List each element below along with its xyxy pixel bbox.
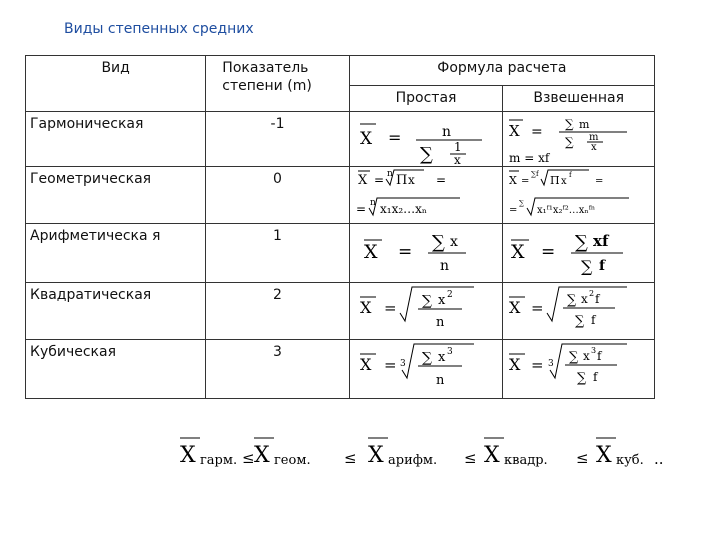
mean-symbol: X — [509, 355, 521, 374]
chain-sub-harmonic: гарм. — [200, 453, 238, 468]
weight-definition: m = xf — [509, 151, 550, 165]
mean-symbol: X — [363, 241, 378, 263]
sum-sign: ∑ — [565, 135, 574, 149]
variable-x: x — [449, 234, 458, 250]
chain-sub-geometric: геом. — [274, 453, 311, 468]
denominator-n: n — [435, 373, 445, 388]
row-kind: Арифметическа я — [26, 224, 206, 283]
formula-arithmetic-weighted — [503, 224, 655, 283]
variable-x: x — [437, 293, 446, 308]
formula-arithmetic-simple — [349, 224, 503, 283]
chain-sub-cubic: куб. — [616, 453, 644, 468]
weighted-product: x₁ᶠ¹x₂ᶠ²…xₙᶠⁿ — [537, 205, 596, 216]
sum-sign: ∑ — [421, 350, 432, 366]
row-kind: Гармоническая — [26, 112, 206, 167]
sum-sign: ∑ — [575, 232, 589, 253]
header-formula: Формула расчета — [349, 56, 654, 86]
one-label: 1 — [453, 140, 462, 154]
weight-f: f — [597, 349, 602, 363]
formula-cubic-simple — [349, 340, 503, 399]
equals-sign: = — [355, 202, 366, 216]
equals-sign: = — [531, 299, 544, 317]
root-index-n: n — [386, 169, 393, 179]
variable-x: x — [453, 153, 461, 166]
mean-symbol: X — [359, 298, 372, 317]
weight-f: f — [569, 171, 572, 179]
power-2: 2 — [589, 289, 595, 298]
header-weighted: Взвешенная — [503, 86, 655, 112]
equals-sign: = — [531, 356, 544, 374]
mean-symbol: X — [357, 173, 367, 188]
denominator-f: f — [599, 258, 606, 274]
sum-sign: ∑ — [421, 293, 432, 309]
power-3: 3 — [591, 346, 597, 355]
row-kind: Квадратическая — [26, 283, 206, 340]
equals-sign: = — [531, 124, 544, 140]
equals-sign: = — [595, 176, 604, 187]
power-means-table — [25, 55, 655, 399]
formula-quadratic-simple — [349, 283, 503, 340]
equals-sign: = — [373, 173, 384, 187]
equals-sign: = — [541, 242, 556, 262]
formula-cubic-weighted — [503, 340, 655, 399]
formula-harmonic-weighted — [503, 112, 655, 167]
row-exponent: 1 — [206, 224, 349, 283]
slide-title: Виды степенных средних — [64, 21, 254, 37]
numerator-xf: xf — [593, 232, 609, 250]
mean-symbol: X — [511, 241, 525, 263]
row-kind: Геометрическая — [26, 167, 206, 224]
header-simple: Простая — [349, 86, 503, 112]
row-exponent: 2 — [206, 283, 349, 340]
chain-end-dots: .. — [654, 450, 664, 468]
root-index-n: n — [369, 198, 376, 208]
variable-x: x — [437, 350, 446, 365]
row-exponent: -1 — [206, 112, 349, 167]
equals-sign: = — [387, 128, 402, 147]
mean-symbol: X — [180, 443, 196, 468]
product-sign: П — [550, 174, 560, 187]
mean-symbol: X — [484, 443, 500, 468]
weight-m: m — [579, 118, 590, 131]
less-or-equal-sign: ≤ — [464, 449, 477, 467]
sum-sign: ∑ — [577, 371, 587, 386]
equals-sign: = — [521, 176, 530, 187]
mean-symbol: X — [509, 122, 521, 140]
root-index-sum-f: ∑f — [531, 170, 539, 178]
equals-sign: = — [383, 356, 397, 374]
root-index-3: 3 — [548, 359, 555, 369]
formula-quadratic-weighted — [503, 283, 655, 340]
power-2: 2 — [446, 290, 453, 300]
variable-x: x — [561, 176, 567, 187]
variable-x: x — [581, 292, 589, 306]
formula-geometric-weighted — [503, 167, 655, 224]
denominator-f: f — [593, 370, 598, 384]
variable-x: x — [583, 349, 591, 363]
less-or-equal-sign: ≤ — [242, 449, 255, 467]
means-inequality-chain — [170, 430, 670, 480]
row-exponent: 0 — [206, 167, 349, 224]
sum-sign: ∑ — [567, 293, 577, 308]
power-3: 3 — [446, 347, 453, 357]
root-index-3: 3 — [399, 359, 406, 369]
numerator-n: n — [441, 124, 451, 140]
less-or-equal-sign: ≤ — [576, 449, 589, 467]
mean-symbol: X — [509, 298, 521, 317]
row-exponent: 3 — [206, 340, 349, 399]
weight-m: m — [589, 132, 599, 143]
chain-sub-arithmetic: арифм. — [388, 453, 438, 468]
mean-symbol: X — [596, 443, 612, 468]
sum-sign: ∑ — [565, 117, 574, 131]
equals-sign: = — [383, 299, 397, 317]
header-exponent: Показатель степени (m) — [206, 56, 349, 112]
sum-sign: ∑ — [419, 144, 433, 165]
formula-harmonic-simple — [349, 112, 503, 167]
sum-sign: ∑ — [569, 350, 579, 365]
formula-geometric-simple — [349, 167, 503, 224]
variable-x: x — [407, 173, 415, 187]
denominator-n: n — [435, 315, 445, 330]
row-kind: Кубическая — [26, 340, 206, 399]
mean-symbol: X — [359, 355, 372, 374]
sum-sign: ∑ — [575, 314, 585, 329]
equals-sign: = — [435, 173, 446, 187]
product-x1-x2-xn: x₁x₂…xₙ — [379, 202, 427, 216]
mean-symbol: X — [509, 174, 518, 187]
sum-sign: ∑ — [581, 257, 593, 276]
denominator-n: n — [439, 258, 449, 274]
mean-symbol: X — [254, 443, 270, 468]
product-sign: П — [395, 173, 408, 188]
mean-symbol: X — [359, 129, 372, 149]
variable-x: x — [591, 142, 597, 153]
equals-sign: = — [397, 242, 412, 262]
weight-f: f — [595, 292, 600, 306]
sum-sign: ∑ — [431, 232, 445, 253]
denominator-f: f — [591, 313, 596, 327]
less-or-equal-sign: ≤ — [344, 449, 357, 467]
header-kind: Вид — [26, 56, 206, 112]
equals-sign: = — [509, 205, 518, 216]
mean-symbol: X — [368, 443, 384, 468]
chain-sub-quadratic: квадр. — [504, 453, 548, 468]
root-index-sum: ∑ — [519, 199, 525, 207]
